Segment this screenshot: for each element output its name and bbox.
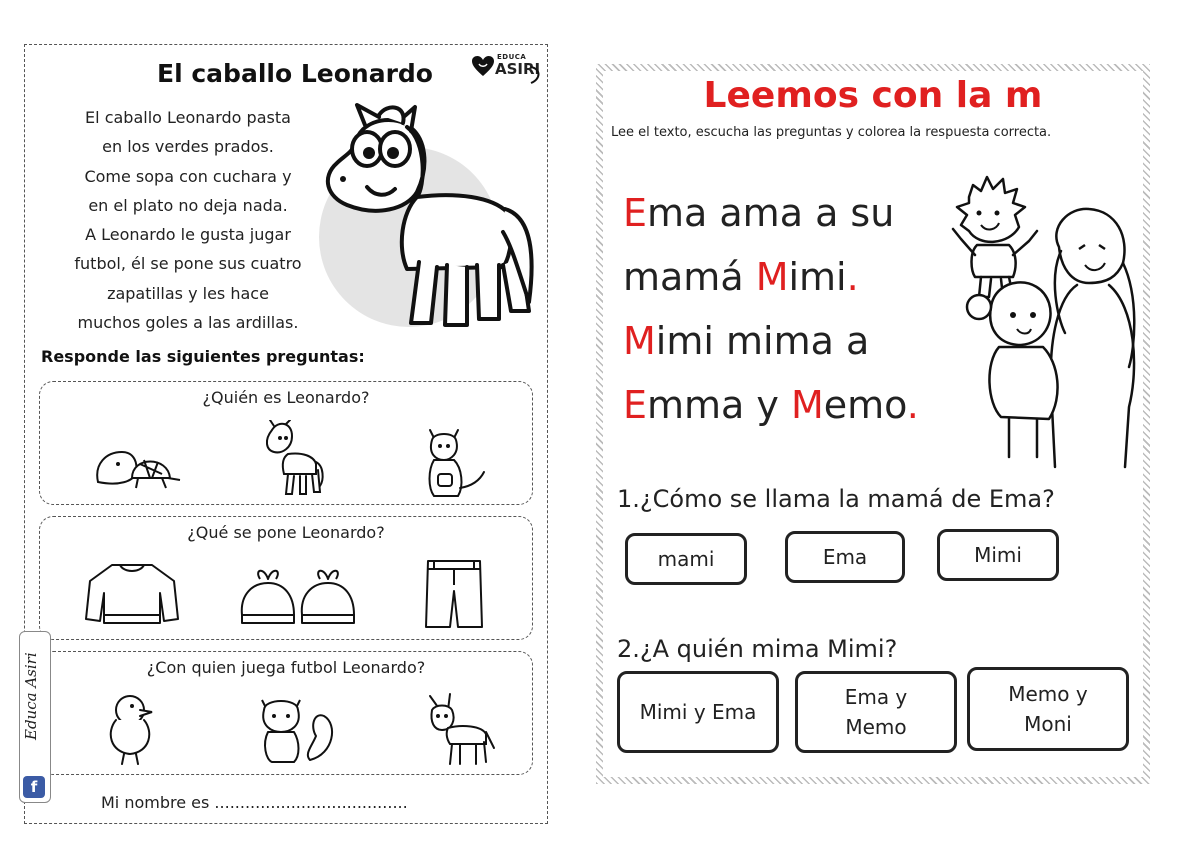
question-text: ¿Qué se pone Leonardo? <box>187 523 385 542</box>
chick-option-icon[interactable] <box>102 692 158 768</box>
reading-text: imi <box>788 255 847 299</box>
educa-asiri-logo <box>469 51 549 87</box>
turtle-option-icon[interactable] <box>88 434 184 494</box>
highlight-letter: . <box>906 383 919 427</box>
answer-option[interactable]: Ema <box>785 531 905 583</box>
reading-line <box>623 181 919 245</box>
story-line: zapatillas y les hace <box>107 283 269 303</box>
story-text <box>43 103 333 337</box>
story-line: futbol, él se pone sus cuatro <box>74 254 302 274</box>
story-line: en el plato no deja nada. <box>88 195 288 215</box>
educa-asiri-side-strip <box>19 631 51 803</box>
highlight-letter: M <box>755 255 789 299</box>
right-worksheet <box>596 64 1150 784</box>
questions-heading: Responde las siguientes preguntas: <box>41 347 365 366</box>
reading-line <box>623 245 919 309</box>
question-text: ¿Quién es Leonardo? <box>202 388 370 407</box>
reading-text: mma y <box>647 383 791 427</box>
name-line: Mi nombre es ...................................... <box>101 793 408 812</box>
reading-line <box>623 373 919 437</box>
story-line: El caballo Leonardo pasta <box>85 108 291 127</box>
story-line: en los verdes prados. <box>102 137 274 157</box>
worksheet-title: Leemos con la m <box>703 75 1043 116</box>
reading-text: imi mima a <box>655 319 870 363</box>
reading-passage <box>623 181 919 437</box>
question-box-3 <box>39 651 533 775</box>
answer-option[interactable]: Memo y Moni <box>967 667 1129 751</box>
answer-option[interactable]: mami <box>625 533 747 585</box>
reading-text: ma ama a su <box>647 191 895 235</box>
shorts-option-icon[interactable] <box>422 557 486 633</box>
story-line: Come sopa con cuchara y <box>84 166 292 186</box>
left-worksheet <box>24 44 548 824</box>
question-box-1 <box>39 381 533 505</box>
question-2-text: 2.¿A quién mima Mimi? <box>617 635 898 663</box>
story-line: A Leonardo le gusta jugar <box>85 225 291 245</box>
horse-illustration <box>307 97 537 337</box>
highlight-letter: M <box>790 383 824 427</box>
side-strip-text: Educa Asiri <box>22 652 40 740</box>
sweater-option-icon[interactable] <box>82 559 182 629</box>
question-box-2 <box>39 516 533 640</box>
logo-small-text: EDUCA <box>497 53 527 61</box>
heart-icon <box>471 55 495 77</box>
horse-option-icon[interactable] <box>258 420 328 500</box>
reading-text: mamá <box>623 255 756 299</box>
instructions-text: Lee el texto, escucha las preguntas y colorea la respuesta correcta. <box>611 125 1052 140</box>
kangaroo-option-icon[interactable] <box>420 426 490 502</box>
squirrel-option-icon[interactable] <box>254 690 338 768</box>
reading-line <box>623 309 919 373</box>
logo-smile-icon <box>529 63 543 85</box>
logo-big-text: ASIRI <box>495 60 541 78</box>
question-1-text: 1.¿Cómo se llama la mamá de Ema? <box>617 485 1055 513</box>
worksheet-title: El caballo Leonardo <box>157 59 433 88</box>
highlight-letter: E <box>623 383 648 427</box>
highlight-letter: . <box>846 255 859 299</box>
highlight-letter: E <box>623 191 648 235</box>
answer-option[interactable]: Mimi y Ema <box>617 671 779 753</box>
donkey-option-icon[interactable] <box>420 692 496 768</box>
facebook-icon[interactable]: f <box>23 776 45 798</box>
right-worksheet-inner <box>603 71 1143 777</box>
sneakers-option-icon[interactable] <box>238 565 358 629</box>
reading-text: emo <box>823 383 907 427</box>
highlight-letter: M <box>623 319 656 363</box>
family-illustration <box>939 167 1149 477</box>
answer-option[interactable]: Mimi <box>937 529 1059 581</box>
answer-option[interactable]: Ema y Memo <box>795 671 957 753</box>
question-text: ¿Con quien juega futbol Leonardo? <box>146 658 426 677</box>
story-line: muchos goles a las ardillas. <box>77 313 299 333</box>
